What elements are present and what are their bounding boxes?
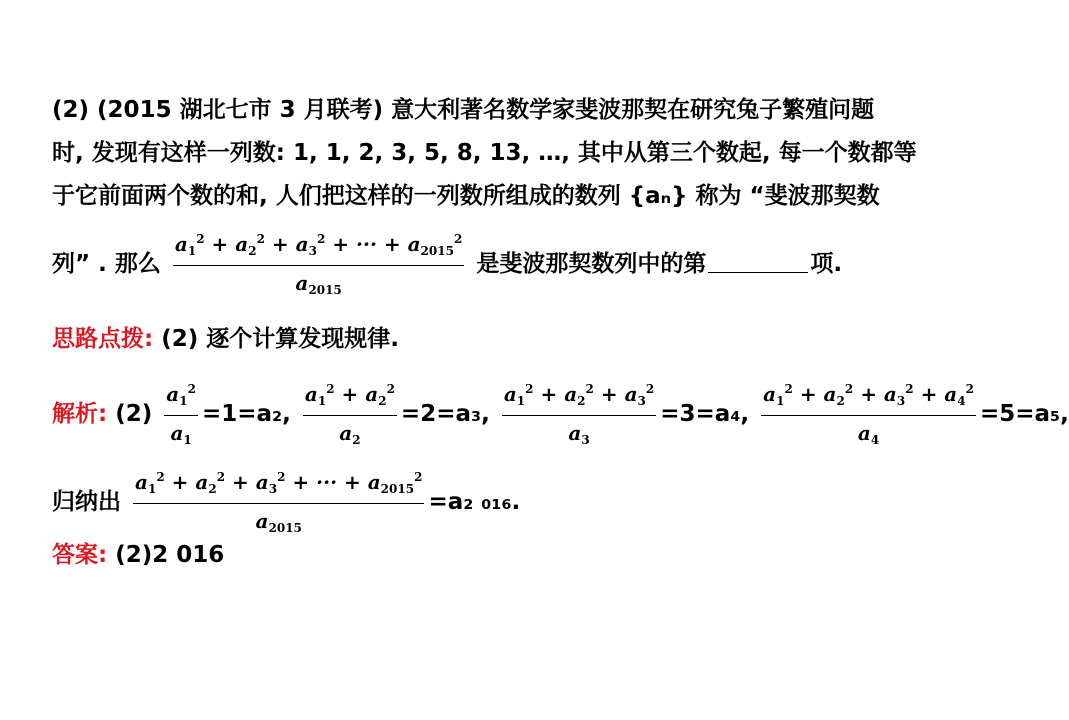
problem-line-1 [52,95,920,125]
equation-1: =1=a₂, [201,401,291,427]
problem-text-4-mid: 是斐波那契数列中的第 [476,251,707,277]
answer-colon: : [98,542,108,568]
problem-line-3 [52,181,920,211]
solution-label: 解析 [52,401,98,427]
hint-label: 思路点拨 [52,326,144,352]
answer-label: 答案 [52,542,98,568]
answer-blank [708,250,808,273]
solution-prefix: (2) [115,401,153,427]
conclusion-line [52,466,920,539]
hint-line [52,324,920,354]
problem-text-3: 于它前面两个数的和, 人们把这样的一列数所组成的数列 {aₙ} 称为 “斐波那契数 [52,183,880,209]
answer-line [52,540,920,570]
hint-colon: : [144,326,154,352]
problem-number: (2) [52,97,90,123]
problem-line-2 [52,138,920,168]
problem-text-4-end: 项. [810,251,843,277]
problem-text-2: 时, 发现有这样一列数: 1, 1, 2, 3, 5, 8, 13, …, 其中从第三个数起, 每一个数都等 [52,140,917,166]
answer-text: (2)2 016 [115,542,225,568]
problem-line-4 [52,228,920,301]
hint-text: (2) 逐个计算发现规律. [161,326,399,352]
conclusion-end: =a₂ ₀₁₆. [428,489,521,515]
fraction-2: $\frac{a_1^2 + a_2^2}{a_2}$ [303,378,397,451]
solution-line [52,378,1069,451]
problem-text-1: 意大利著名数学家斐波那契在研究兔子繁殖问题 [391,97,875,123]
conclusion-start: 归纳出 [52,489,121,515]
equation-2: =2=a₃, [400,401,490,427]
solution-colon: : [98,401,108,427]
fraction-3: $\frac{a_1^2 + a_2^2 + a_3^2}{a_3}$ [502,378,656,451]
sum-squares-fraction: $\frac{a_1^2 + a_2^2 + a_3^2 + \cdot\cdot\cdot + a_{2015}^2}{a_{2015}}$ [173,228,464,301]
problem-source: (2015 湖北七市 3 月联考) [97,97,384,123]
equation-4: =5=a₅, [979,401,1069,427]
equation-3: =3=a₄, [660,401,750,427]
fraction-1: $\frac{a_1^2}{a_1}$ [164,378,198,451]
conclusion-fraction: $\frac{a_1^2 + a_2^2 + a_3^2 + \cdot\cdot\cdot + a_{2015}^2}{a_{2015}}$ [133,466,424,539]
problem-text-4-start: 列” . 那么 [52,251,161,277]
fraction-4: $\frac{a_1^2 + a_2^2 + a_3^2 + a_4^2}{a_4}$ [761,378,976,451]
